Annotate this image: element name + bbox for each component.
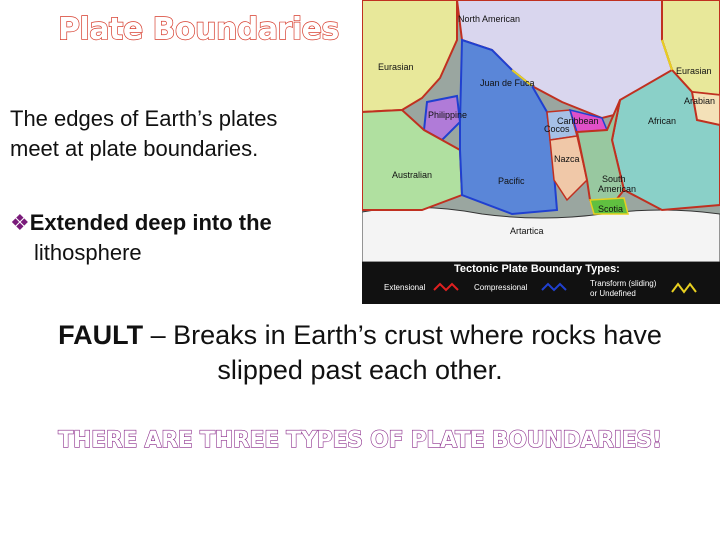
label-south-american-2: American [598,184,637,194]
legend-title: Tectonic Plate Boundary Types: [454,263,620,275]
legend-compressional-label: Compressional [474,283,528,292]
label-scotia: Scotia [598,204,624,214]
label-african: African [648,116,677,126]
bullet-item [10,208,355,268]
legend-transform-label-2: or Undefined [590,289,636,298]
label-philippine: Philippine [428,110,468,120]
label-antarctica: Artartica [510,226,544,236]
label-australian: Australian [392,170,433,180]
label-nazca: Nazca [554,154,580,164]
fault-text-2: slipped past each other. [217,355,503,385]
label-south-american-1: South [602,174,626,184]
label-arabian: Arabian [684,96,716,106]
label-eurasian-right: Eurasian [676,66,712,76]
legend-transform-label-1: Transform (sliding) [590,279,657,288]
bullet-text-1: Extended deep into the [29,210,272,235]
plate-map [362,0,720,304]
three-types-heading: THERE ARE THREE TYPES OF PLATE BOUNDARIES! [58,428,662,453]
label-eurasian-left: Eurasian [378,62,414,72]
slide-title: Plate Boundaries [58,12,339,47]
label-caribbean: Caribbean [557,116,599,126]
bullet-diamond-icon: ❖ [10,210,30,235]
fault-term: FAULT [58,320,144,350]
intro-text [10,104,355,164]
fault-definition [0,318,720,388]
legend-extensional-label: Extensional [384,283,426,292]
label-cocos: Cocos [544,124,570,134]
fault-text-1: – Breaks in Earth’s crust where rocks have [143,320,662,350]
intro-line-2: meet at plate boundaries. [10,136,259,161]
bullet-text-2: lithosphere [34,240,142,265]
intro-line-1: The edges of Earth’s plates [10,106,278,131]
label-pacific: Pacific [498,176,525,186]
label-north-american: North American [458,14,521,24]
plate-map-svg [362,0,720,304]
label-juan-de-fuca: Juan de Fuca [480,78,535,88]
